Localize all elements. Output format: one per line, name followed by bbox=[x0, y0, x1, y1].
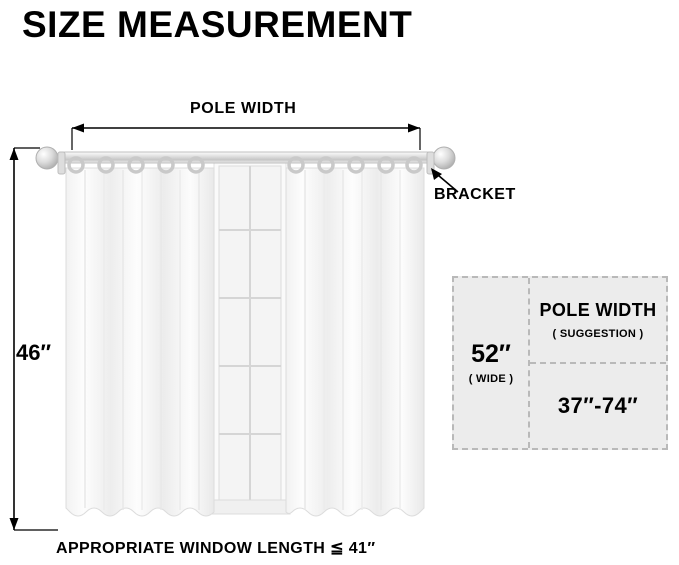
pole-width-range-cell bbox=[530, 364, 666, 448]
curtain-panel-left bbox=[66, 158, 214, 516]
pole-width-range: 37″-74″ bbox=[557, 393, 639, 418]
pole-width-suggestion-cell bbox=[530, 278, 666, 364]
pole-width-dimension bbox=[72, 124, 420, 151]
height-dimension bbox=[10, 148, 59, 530]
pole-width-caption: ( SUGGESTION ) bbox=[552, 328, 644, 340]
window-length-note: APPROPRIATE WINDOW LENGTH ≦ 41″ bbox=[56, 540, 376, 557]
curtain-panel-right bbox=[286, 158, 424, 516]
width-value: 52″ bbox=[471, 339, 511, 368]
size-info-box bbox=[452, 276, 668, 450]
bracket-label: BRACKET bbox=[434, 186, 516, 203]
pole-width-cells bbox=[530, 278, 666, 448]
pole-width-label: POLE WIDTH bbox=[190, 100, 297, 117]
page-title: SIZE MEASUREMENT bbox=[22, 4, 413, 45]
curtain-height-label: 46″ bbox=[16, 340, 52, 365]
width-cell bbox=[454, 278, 530, 448]
pole-width-title: POLE WIDTH bbox=[539, 300, 657, 320]
window-graphic bbox=[212, 160, 290, 514]
width-caption: ( WIDE ) bbox=[468, 372, 514, 385]
